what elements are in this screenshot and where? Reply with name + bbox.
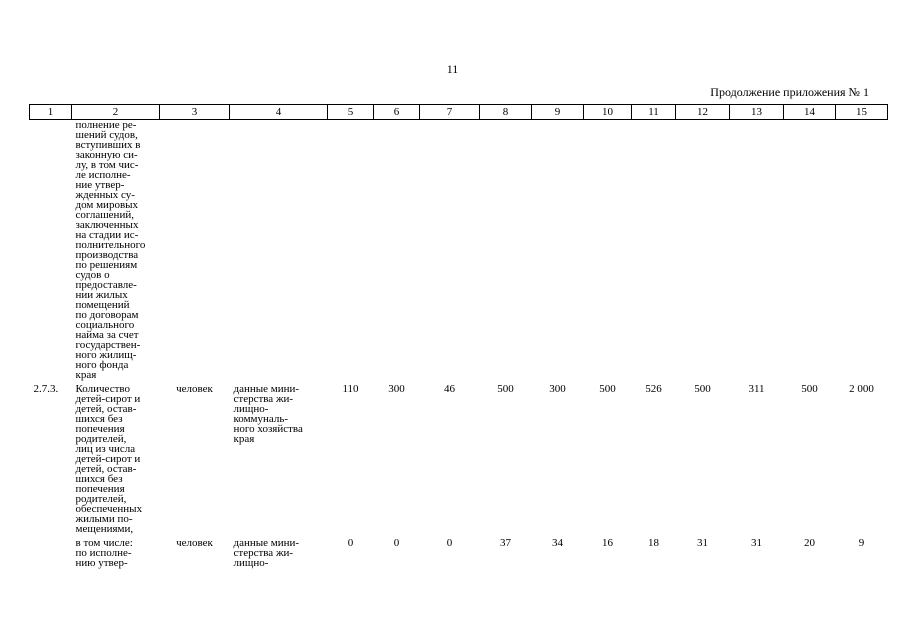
name-line: попечения	[75, 483, 125, 495]
name-line: жилыми по-	[75, 513, 133, 525]
name-line: края	[75, 369, 97, 381]
row-number-cell: 2.7.3.	[33, 383, 59, 395]
name-line: судов о	[75, 269, 110, 281]
indicator-name-cell	[72, 534, 160, 568]
name-line: помещений	[75, 299, 130, 311]
value-cell: 34	[552, 537, 563, 549]
value-cell: 0	[347, 537, 354, 549]
name-line: на стадии ис-	[75, 229, 139, 241]
table-row	[30, 380, 888, 534]
page-number: 11	[446, 62, 459, 76]
name-line: полнительного	[75, 239, 146, 251]
name-line: производства	[75, 249, 139, 261]
value-cell	[632, 120, 676, 381]
column-header: 11	[632, 105, 676, 120]
indicators-table	[29, 104, 888, 568]
value-cell: 20	[804, 537, 815, 549]
name-line: по договорам	[75, 309, 139, 321]
value-cell: 300	[549, 383, 566, 395]
value-cell: 110	[342, 383, 359, 395]
source-cell	[230, 120, 328, 381]
value-cell: 0	[446, 537, 453, 549]
value-cell: 9	[858, 537, 865, 549]
name-line: предоставле-	[75, 279, 137, 291]
value-cell	[328, 120, 374, 381]
source-line: края	[233, 433, 255, 445]
name-line: ле исполне-	[75, 169, 131, 181]
name-line: родителей,	[75, 433, 127, 445]
unit-cell	[160, 120, 230, 381]
name-line: социального	[75, 319, 135, 331]
name-line: родителей,	[75, 493, 127, 505]
value-cell: 500	[497, 383, 514, 395]
name-line: по решениям	[75, 259, 138, 271]
name-line: ние утвер-	[75, 179, 125, 191]
column-header: 3	[160, 105, 230, 120]
name-line: нию утвер-	[75, 557, 128, 569]
value-cell	[532, 120, 584, 381]
column-header: 2	[72, 105, 160, 120]
name-line: шений судов,	[75, 129, 138, 141]
value-cell: 500	[801, 383, 818, 395]
row-number-cell	[30, 120, 72, 381]
value-cell: 0	[393, 537, 400, 549]
column-header: 15	[836, 105, 888, 120]
value-cell	[730, 120, 784, 381]
name-line: детей, остав-	[75, 463, 137, 475]
value-cell: 500	[599, 383, 616, 395]
name-line: государствен-	[75, 339, 141, 351]
column-header: 5	[328, 105, 374, 120]
appendix-continuation-note: Продолжение приложения № 1	[710, 85, 869, 99]
name-line: по исполне-	[75, 547, 132, 559]
indicator-name-cell	[72, 380, 160, 534]
value-cell	[420, 120, 480, 381]
value-cell	[374, 120, 420, 381]
value-cell: 37	[500, 537, 511, 549]
value-cell: 311	[748, 383, 765, 395]
name-line: детей, остав-	[75, 403, 137, 415]
value-cell: 2 000	[849, 383, 874, 395]
name-line: детей-сирот и	[75, 453, 141, 465]
name-line: соглашений,	[75, 209, 134, 221]
name-line: полнение ре-	[75, 119, 137, 131]
table-row	[30, 120, 888, 381]
value-cell: 18	[648, 537, 659, 549]
source-cell	[230, 534, 328, 568]
indicator-name-cell	[72, 120, 160, 381]
source-line: стерства жи-	[233, 547, 294, 559]
column-header: 14	[784, 105, 836, 120]
source-line: лищно-	[233, 403, 269, 415]
source-line: коммуналь-	[233, 413, 289, 425]
column-header: 7	[420, 105, 480, 120]
value-cell: 300	[388, 383, 405, 395]
name-line: в том числе:	[75, 537, 133, 549]
source-line: ного хозяйства	[233, 423, 303, 435]
value-cell: 31	[697, 537, 708, 549]
name-line: попечения	[75, 423, 125, 435]
name-line: детей-сирот и	[75, 393, 141, 405]
column-header: 9	[532, 105, 584, 120]
name-line: ного жилищ-	[75, 349, 137, 361]
value-cell: 46	[444, 383, 455, 395]
value-cell	[836, 120, 888, 381]
name-line: шихся без	[75, 473, 123, 485]
column-header: 4	[230, 105, 328, 120]
value-cell	[784, 120, 836, 381]
value-cell: 500	[694, 383, 711, 395]
value-cell: 16	[602, 537, 613, 549]
row-number-cell	[30, 534, 72, 568]
name-line: жденных су-	[75, 189, 135, 201]
source-line: стерства жи-	[233, 393, 294, 405]
column-header: 10	[584, 105, 632, 120]
value-cell	[676, 120, 730, 381]
unit-cell: человек	[176, 383, 213, 395]
column-header: 1	[30, 105, 72, 120]
name-line: мещениями,	[75, 523, 134, 535]
name-line: нии жилых	[75, 289, 128, 301]
column-number-row	[30, 105, 888, 120]
value-cell: 526	[645, 383, 662, 395]
column-header: 6	[374, 105, 420, 120]
name-line: лу, в том чис-	[75, 159, 139, 171]
source-line: данные мини-	[233, 383, 300, 395]
value-cell	[584, 120, 632, 381]
value-cell	[480, 120, 532, 381]
name-line: заключенных	[75, 219, 139, 231]
name-line: шихся без	[75, 413, 123, 425]
column-header: 13	[730, 105, 784, 120]
unit-cell: человек	[176, 537, 213, 549]
column-header: 12	[676, 105, 730, 120]
table-row	[30, 534, 888, 568]
name-line: обеспеченных	[75, 503, 143, 515]
source-cell	[230, 380, 328, 534]
name-line: Количество	[75, 383, 131, 395]
name-line: законную си-	[75, 149, 138, 161]
source-line: лищно-	[233, 557, 269, 569]
name-line: вступивших в	[75, 139, 141, 151]
name-line: лиц из числа	[75, 443, 136, 455]
name-line: найма за счет	[75, 329, 139, 341]
column-header: 8	[480, 105, 532, 120]
value-cell: 31	[751, 537, 762, 549]
source-line: данные мини-	[233, 537, 300, 549]
name-line: ного фонда	[75, 359, 129, 371]
name-line: дом мировых	[75, 199, 139, 211]
